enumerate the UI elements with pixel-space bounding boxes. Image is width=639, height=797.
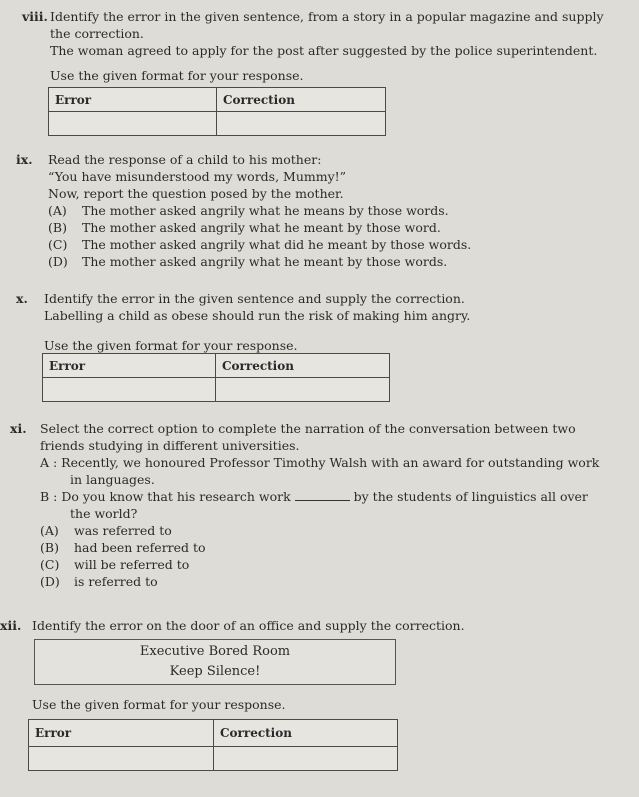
sign-line: Keep Silence!	[169, 664, 261, 679]
question-number: x.	[16, 291, 28, 306]
correction-cell[interactable]	[217, 112, 386, 136]
sign-line: Executive Bored Room	[139, 644, 291, 659]
format-instruction: Use the given format for your response.	[50, 68, 304, 83]
child-quote: “You have misunderstood my words, Mummy!”	[48, 169, 347, 184]
error-header: Error	[29, 720, 214, 747]
speaker-b-line: the world?	[70, 506, 138, 521]
instruction-text: Read the response of a child to his mother:	[48, 152, 322, 167]
question-9	[16, 151, 616, 270]
option-a[interactable]: (A) The mother asked angrily what he means by those words.	[48, 203, 449, 218]
correction-header: Correction	[217, 88, 386, 112]
format-instruction-wrap	[32, 696, 286, 713]
error-header: Error	[43, 354, 216, 378]
correction-cell[interactable]	[214, 747, 398, 771]
question-8	[22, 8, 622, 84]
speaker-a-line: in languages.	[70, 472, 155, 487]
door-sign	[34, 639, 396, 685]
correction-header: Correction	[216, 354, 390, 378]
format-instruction: Use the given format for your response.	[44, 338, 298, 353]
instruction-text: friends studying in different universities.	[40, 438, 300, 453]
question-number: ix.	[16, 152, 33, 167]
instruction-text: Identify the error in the given sentence and supply the correction.	[44, 291, 465, 306]
response-table	[42, 353, 390, 402]
instruction-text: Identify the error on the door of an office and supply the correction.	[32, 618, 465, 633]
question-number: xi.	[10, 421, 27, 436]
option-d[interactable]: (D) is referred to	[40, 574, 158, 589]
question-10	[16, 290, 616, 354]
question-number: viii.	[22, 9, 48, 24]
option-c[interactable]: (C) will be referred to	[40, 557, 190, 572]
instruction-text: Select the correct option to complete the narration of the conversation between two	[40, 421, 576, 436]
option-a[interactable]: (A) was referred to	[40, 523, 172, 538]
answer-blank	[295, 489, 350, 501]
error-cell[interactable]	[29, 747, 214, 771]
question-11	[10, 420, 622, 590]
correction-cell[interactable]	[216, 378, 390, 402]
response-table	[28, 719, 398, 771]
format-instruction: Use the given format for your response.	[32, 697, 286, 712]
option-b[interactable]: (B) The mother asked angrily what he meant by those word.	[48, 220, 441, 235]
instruction-text: Identify the error in the given sentence, from a story in a popular magazine and supply	[50, 9, 604, 24]
error-cell[interactable]	[49, 112, 217, 136]
question-number: xii.	[0, 618, 22, 633]
given-sentence: The woman agreed to apply for the post after suggested by the police superintendent.	[50, 43, 598, 58]
option-c[interactable]: (C) The mother asked angrily what did he meant by those words.	[48, 237, 472, 252]
correction-header: Correction	[214, 720, 398, 747]
option-b[interactable]: (B) had been referred to	[40, 540, 206, 555]
given-sentence: Labelling a child as obese should run the risk of making him angry.	[44, 308, 471, 323]
question-12	[0, 617, 620, 634]
option-d[interactable]: (D) The mother asked angrily what he meant by those words.	[48, 254, 448, 269]
instruction-text: the correction.	[50, 26, 144, 41]
error-cell[interactable]	[43, 378, 216, 402]
response-table	[48, 87, 386, 136]
error-header: Error	[49, 88, 217, 112]
instruction-text: Now, report the question posed by the mother.	[48, 186, 344, 201]
speaker-a-line: A : Recently, we honoured Professor Timothy Walsh with an award for outstanding work	[40, 455, 600, 470]
speaker-b-line: B : Do you know that his research work by the students of linguistics all over	[40, 489, 588, 504]
